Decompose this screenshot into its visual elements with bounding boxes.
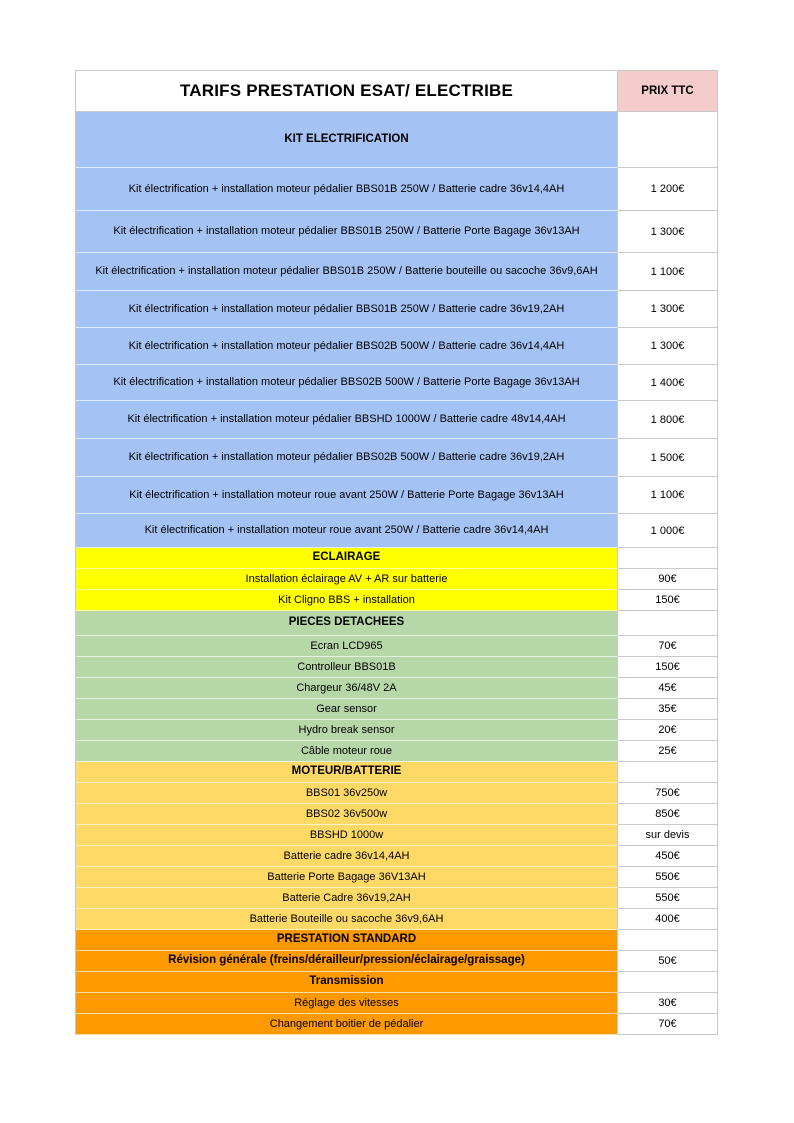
table-row xyxy=(76,328,718,365)
item-label: Kit électrification + installation moteur pédalier BBSHD 1000W / Batterie cadre 48v14,4AH xyxy=(76,401,618,439)
section-title: ECLAIRAGE xyxy=(76,548,618,569)
item-label: Kit électrification + installation moteur pédalier BBS02B 500W / Batterie cadre 36v19,2AH xyxy=(76,439,618,477)
item-label: Ecran LCD965 xyxy=(76,636,618,657)
table-row xyxy=(76,867,718,888)
item-label: BBS01 36v250w xyxy=(76,783,618,804)
item-price xyxy=(618,930,718,951)
table-row xyxy=(76,291,718,328)
item-price: 550€ xyxy=(618,888,718,909)
section-header-row xyxy=(76,930,718,951)
table-row xyxy=(76,951,718,972)
item-price: 450€ xyxy=(618,846,718,867)
table-body xyxy=(76,112,718,1035)
table-row xyxy=(76,211,718,253)
table-row xyxy=(76,636,718,657)
table-row xyxy=(76,253,718,291)
section-header-row xyxy=(76,972,718,993)
table-row xyxy=(76,514,718,548)
item-price: 400€ xyxy=(618,909,718,930)
table-row xyxy=(76,1014,718,1035)
item-price xyxy=(618,112,718,168)
item-label: BBS02 36v500w xyxy=(76,804,618,825)
table-row xyxy=(76,720,718,741)
section-title: PRESTATION STANDARD xyxy=(76,930,618,951)
table-row xyxy=(76,477,718,514)
item-price xyxy=(618,611,718,636)
item-label: Kit électrification + installation moteur pédalier BBS01B 250W / Batterie Porte Bagage 36v13AH xyxy=(76,211,618,253)
item-label: Kit Cligno BBS + installation xyxy=(76,590,618,611)
item-price: 1 300€ xyxy=(618,211,718,253)
item-price: 550€ xyxy=(618,867,718,888)
item-label: Batterie Bouteille ou sacoche 36v9,6AH xyxy=(76,909,618,930)
item-price: 1 400€ xyxy=(618,365,718,401)
item-price: 70€ xyxy=(618,1014,718,1035)
table-row xyxy=(76,569,718,590)
item-label: Installation éclairage AV + AR sur batterie xyxy=(76,569,618,590)
item-price: 20€ xyxy=(618,720,718,741)
item-price: 1 300€ xyxy=(618,291,718,328)
section-title: PIECES DETACHEES xyxy=(76,611,618,636)
item-price: 70€ xyxy=(618,636,718,657)
item-price: 750€ xyxy=(618,783,718,804)
table-row xyxy=(76,846,718,867)
item-label: Câble moteur roue xyxy=(76,741,618,762)
table-row xyxy=(76,909,718,930)
item-price: 1 000€ xyxy=(618,514,718,548)
item-price xyxy=(618,972,718,993)
item-price: 1 800€ xyxy=(618,401,718,439)
table-row xyxy=(76,365,718,401)
item-price: 1 300€ xyxy=(618,328,718,365)
item-price: 1 500€ xyxy=(618,439,718,477)
section-header-row xyxy=(76,762,718,783)
section-header-row xyxy=(76,611,718,636)
item-label: Kit électrification + installation moteur pédalier BBS02B 500W / Batterie Porte Bagage 36v13AH xyxy=(76,365,618,401)
page-title: TARIFS PRESTATION ESAT/ ELECTRIBE xyxy=(76,71,618,112)
item-price: 30€ xyxy=(618,993,718,1014)
table-row xyxy=(76,825,718,846)
item-label: Hydro break sensor xyxy=(76,720,618,741)
table-row xyxy=(76,590,718,611)
item-price: 35€ xyxy=(618,699,718,720)
section-title: KIT ELECTRIFICATION xyxy=(76,112,618,168)
table-row xyxy=(76,678,718,699)
item-price: 50€ xyxy=(618,951,718,972)
table-row xyxy=(76,168,718,211)
item-label: Chargeur 36/48V 2A xyxy=(76,678,618,699)
section-title: Transmission xyxy=(76,972,618,993)
table-row xyxy=(76,657,718,678)
item-label: Kit électrification + installation moteur pédalier BBS01B 250W / Batterie cadre 36v14,4AH xyxy=(76,168,618,211)
item-price: 1 200€ xyxy=(618,168,718,211)
item-label: Gear sensor xyxy=(76,699,618,720)
price-column-header: PRIX TTC xyxy=(618,71,718,112)
item-price: 90€ xyxy=(618,569,718,590)
table-header-row xyxy=(76,71,718,112)
item-label: Batterie Porte Bagage 36V13AH xyxy=(76,867,618,888)
item-label: Kit électrification + installation moteur pédalier BBS01B 250W / Batterie cadre 36v19,2AH xyxy=(76,291,618,328)
item-label: Révision générale (freins/dérailleur/pression/éclairage/graissage) xyxy=(76,951,618,972)
item-label: BBSHD 1000w xyxy=(76,825,618,846)
item-label: Kit électrification + installation moteur roue avant 250W / Batterie cadre 36v14,4AH xyxy=(76,514,618,548)
section-header-row xyxy=(76,548,718,569)
item-price: 25€ xyxy=(618,741,718,762)
item-label: Batterie cadre 36v14,4AH xyxy=(76,846,618,867)
table-row xyxy=(76,783,718,804)
item-price: sur devis xyxy=(618,825,718,846)
table-row xyxy=(76,699,718,720)
item-label: Réglage des vitesses xyxy=(76,993,618,1014)
item-price xyxy=(618,762,718,783)
price-table xyxy=(75,70,718,1035)
section-title: MOTEUR/BATTERIE xyxy=(76,762,618,783)
item-price: 45€ xyxy=(618,678,718,699)
item-label: Kit électrification + installation moteur pédalier BBS02B 500W / Batterie cadre 36v14,4AH xyxy=(76,328,618,365)
item-price: 850€ xyxy=(618,804,718,825)
table-row xyxy=(76,439,718,477)
item-price: 1 100€ xyxy=(618,253,718,291)
table-row xyxy=(76,993,718,1014)
item-price: 1 100€ xyxy=(618,477,718,514)
item-label: Changement boitier de pédalier xyxy=(76,1014,618,1035)
item-label: Controlleur BBS01B xyxy=(76,657,618,678)
item-label: Kit électrification + installation moteur roue avant 250W / Batterie Porte Bagage 36v13AH xyxy=(76,477,618,514)
table-row xyxy=(76,888,718,909)
item-price: 150€ xyxy=(618,657,718,678)
table-row xyxy=(76,804,718,825)
item-label: Kit électrification + installation moteur pédalier BBS01B 250W / Batterie bouteille ou sacoche 36v9,6AH xyxy=(76,253,618,291)
item-price xyxy=(618,548,718,569)
table-row xyxy=(76,741,718,762)
table-row xyxy=(76,401,718,439)
section-header-row xyxy=(76,112,718,168)
item-price: 150€ xyxy=(618,590,718,611)
item-label: Batterie Cadre 36v19,2AH xyxy=(76,888,618,909)
